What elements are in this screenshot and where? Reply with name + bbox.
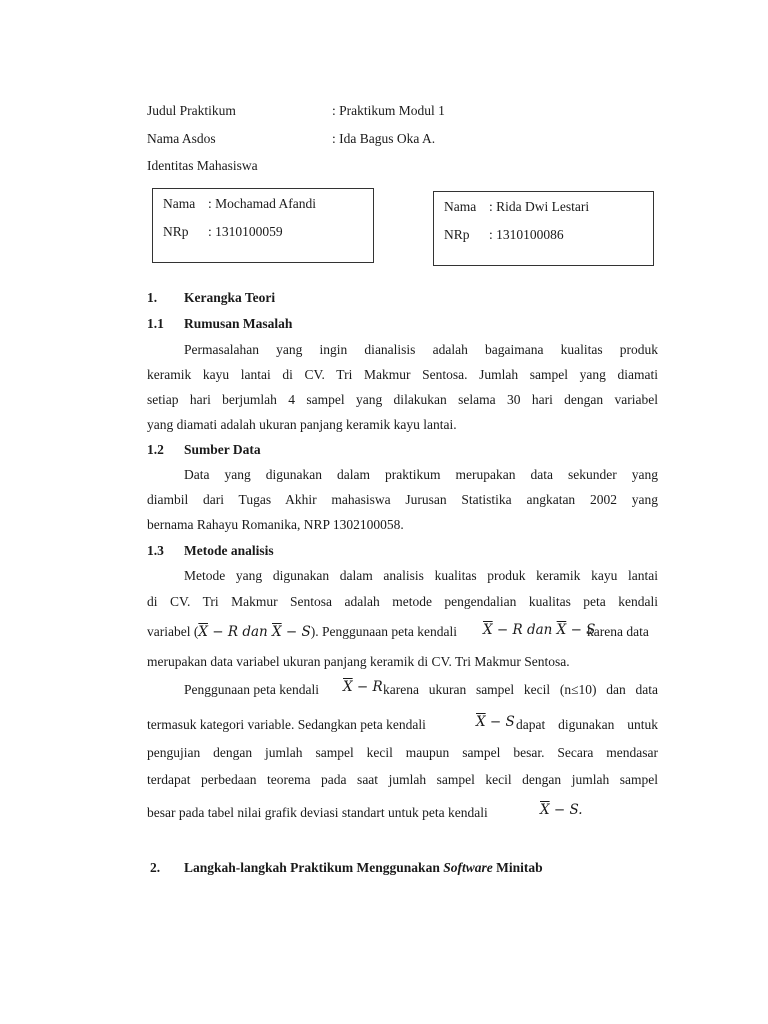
section-2-title-software: Software	[443, 860, 493, 875]
student-1-nrp-value: : 1310100059	[208, 224, 283, 239]
dan-word: dan	[522, 622, 557, 638]
xbar-symbol: $\overline{X}$	[483, 622, 493, 638]
student-2-nama-value: : Rida Dwi Lestari	[489, 199, 590, 214]
student-1-nama-label: Nama	[163, 196, 196, 211]
metode-line-1: Metode yang digunakan dalam analisis kualitas produk keramik kayu lantai	[184, 568, 658, 583]
section-2-title	[184, 860, 543, 876]
minus-s: − S	[549, 802, 579, 818]
identitas-label: Identitas Mahasiswa	[147, 158, 258, 173]
metode-line-2: di CV. Tri Makmur Sentosa adalah metode pengendalian kualitas peta kendali	[147, 594, 658, 609]
section-1-3-title: Metode analisis	[184, 543, 274, 558]
minus-s: − S	[281, 624, 311, 640]
asdos-value: : Ida Bagus Oka A.	[332, 131, 436, 146]
paragraph-line: setiap hari berjumlah 4 sampel yang dilakukan selama 30 hari dengan variabel	[147, 392, 658, 407]
period: .	[578, 802, 583, 818]
student-box-2	[433, 191, 654, 266]
judul-value: : Praktikum Modul 1	[332, 103, 445, 118]
section-1-2-title: Sumber Data	[184, 442, 261, 457]
p2-line-1-text-b: karena ukuran sampel kecil (n≤10) dan data	[383, 682, 658, 697]
dan-word: dan	[238, 624, 272, 640]
section-1-1-number: 1.1	[147, 316, 164, 331]
minus-s: − S	[566, 622, 596, 638]
metode-line-3	[147, 624, 457, 640]
metode-line-3-text-c: karena data	[587, 624, 649, 639]
student-2-nrp-label: NRp	[444, 227, 470, 242]
student-1-nama-value: : Mochamad Afandi	[208, 196, 316, 211]
xbar-symbol: $\overline{X}$	[272, 624, 282, 640]
paragraph-line: Data yang digunakan dalam praktikum merupakan data sekunder yang	[184, 467, 658, 482]
student-2-nrp-value: : 1310100086	[489, 227, 564, 242]
student-2-nama-label: Nama	[444, 199, 477, 214]
formula-xbar-r	[343, 679, 383, 695]
paragraph-line: diambil dari Tugas Akhir mahasiswa Jurusan Statistika angkatan 2002 yang	[147, 492, 658, 507]
minus-r: − R	[492, 622, 523, 638]
section-1-2-paragraph	[147, 462, 658, 537]
section-1-2-number: 1.2	[147, 442, 164, 457]
paragraph-line: bernama Rahayu Romanika, NRP 1302100058.	[147, 517, 404, 532]
minus-s: − S	[485, 714, 515, 730]
minus-r: − R	[207, 624, 239, 640]
section-1-number: 1.	[147, 290, 158, 305]
metode-line-3-text-a: variabel (	[147, 624, 199, 639]
xbar-symbol: $\overline{X}$	[198, 624, 208, 640]
formula-xbar-r-dan-xbar-s-2	[483, 622, 595, 638]
p2-line-2-text-b: dapat digunakan untuk	[516, 717, 658, 732]
paragraph-line: yang diamati adalah ukuran panjang keramik kayu lantai.	[147, 417, 457, 432]
p2-line-1-text-a: Penggunaan peta kendali	[184, 682, 319, 697]
student-1-nrp-label: NRp	[163, 224, 189, 239]
xbar-symbol: $\overline{X}$	[343, 679, 353, 695]
formula-xbar-s	[476, 714, 515, 730]
student-box-1	[152, 188, 374, 263]
metode-line-4: merupakan data variabel ukuran panjang keramik di CV. Tri Makmur Sentosa.	[147, 654, 570, 669]
section-1-3-number: 1.3	[147, 543, 164, 558]
p2-line-4: terdapat perbedaan teorema pada saat jumlah sampel kecil dengan jumlah sampel	[147, 772, 658, 787]
xbar-symbol: $\overline{X}$	[476, 714, 486, 730]
paragraph-line: keramik kayu lantai di CV. Tri Makmur Sentosa. Jumlah sampel yang diamati	[147, 367, 658, 382]
section-2-number: 2.	[150, 860, 161, 875]
p2-line-2-text-a: termasuk kategori variable. Sedangkan peta kendali	[147, 717, 426, 732]
section-2-title-part-a: Langkah-langkah Praktikum Menggunakan	[184, 860, 444, 875]
xbar-symbol: $\overline{X}$	[540, 802, 550, 818]
formula-xbar-r-dan-xbar-s	[198, 624, 310, 640]
section-1-1-title: Rumusan Masalah	[184, 316, 293, 331]
judul-label: Judul Praktikum	[147, 103, 236, 118]
xbar-symbol: $\overline{X}$	[556, 622, 567, 638]
section-1-1-paragraph	[147, 337, 658, 437]
p2-line-5-text-a: besar pada tabel nilai grafik deviasi standart untuk peta kendali	[147, 805, 488, 820]
metode-line-3-text-b: ). Penggunaan peta kendali	[310, 624, 457, 639]
paragraph-line: Permasalahan yang ingin dianalisis adalah bagaimana kualitas produk	[184, 342, 658, 357]
p2-line-3: pengujian dengan jumlah sampel kecil maupun sampel besar. Secara mendasar	[147, 745, 658, 760]
asdos-label: Nama Asdos	[147, 131, 216, 146]
formula-xbar-s-2	[540, 802, 583, 818]
section-1-title: Kerangka Teori	[184, 290, 276, 305]
minus-r: − R	[352, 679, 383, 695]
section-2-title-part-c: Minitab	[492, 860, 543, 875]
